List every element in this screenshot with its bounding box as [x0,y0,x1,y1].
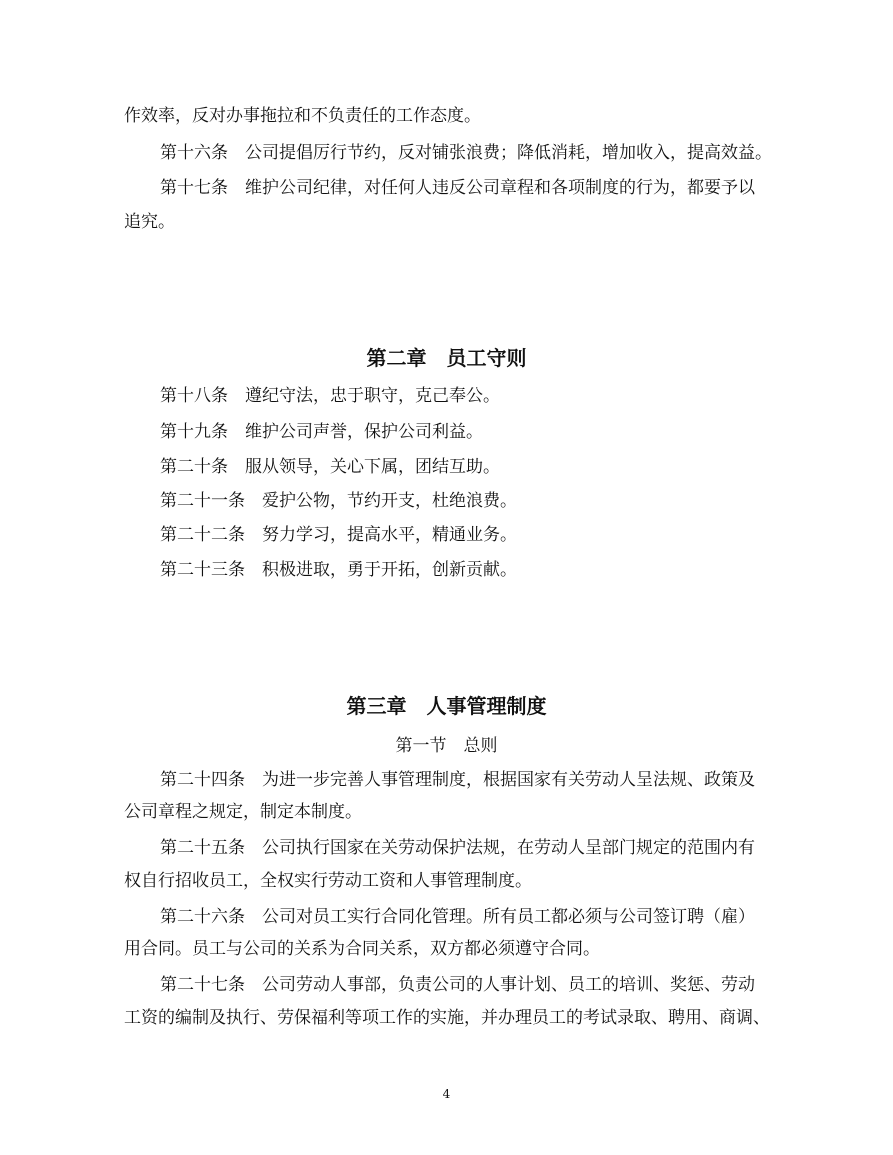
article-text-continuation: 追究。 [124,212,175,232]
article-16 [160,141,772,165]
article-number: 第二十五条 [160,838,245,858]
article-19 [160,420,483,444]
article-number: 第二十四条 [160,770,245,790]
chapter-2-title: 第二章 员工守则 [366,346,527,370]
article-text-continuation: 权自行招收员工，全权实行劳动工资和人事管理制度。 [124,871,532,891]
paragraph-continuation [124,104,481,128]
article-text-continuation: 工资的编制及执行、劳保福利等项工作的实施，并办理员工的考试录取、聘用、商调、 [124,1008,770,1028]
article-18 [160,384,500,408]
article-number: 第十六条 [160,143,228,163]
article-number: 第二十六条 [160,907,245,927]
article-number: 第十九条 [160,422,228,442]
article-text: 为进一步完善人事管理制度，根据国家有关劳动人呈法规、政策及 [262,770,755,790]
page-number: 4 [442,1087,451,1101]
article-25-continuation [124,869,532,893]
article-17-continuation [124,210,175,234]
article-text: 公司执行国家在关劳动保护法规，在劳动人呈部门规定的范围内有 [262,838,755,858]
article-number: 第二十二条 [160,525,245,545]
article-27 [160,973,755,997]
chapter-3-title: 第三章 人事管理制度 [346,694,547,718]
article-text: 努力学习，提高水平，精通业务。 [262,525,517,545]
article-17 [160,176,755,200]
article-number: 第二十条 [160,457,228,477]
article-text: 公司提倡厉行节约，反对铺张浪费；降低消耗，增加收入，提高效益。 [245,143,772,163]
article-22 [160,523,517,547]
article-24-continuation [124,800,362,824]
article-text: 服从领导，关心下属，团结互助。 [245,457,500,477]
article-text: 遵纪守法，忠于职守，克己奉公。 [245,386,500,406]
article-number: 第二十七条 [160,975,245,995]
article-text: 积极进取，勇于开拓，创新贡献。 [262,560,517,580]
article-text: 爱护公物，节约开支，杜绝浪费。 [262,491,517,511]
article-number: 第十七条 [160,178,228,198]
article-21 [160,489,517,513]
article-25 [160,836,755,860]
article-text: 公司劳动人事部，负责公司的人事计划、员工的培训、奖惩、劳动 [262,975,755,995]
article-24 [160,768,755,792]
text-line: 作效率，反对办事拖拉和不负责任的工作态度。 [124,106,481,126]
article-text: 维护公司纪律，对任何人违反公司章程和各项制度的行为，都要予以 [245,178,755,198]
article-26 [160,905,755,929]
article-text: 公司对员工实行合同化管理。所有员工都必须与公司签订聘（雇） [262,907,755,927]
article-23 [160,558,517,582]
article-27-continuation [124,1006,770,1030]
article-text: 维护公司声誉，保护公司利益。 [245,422,483,442]
article-number: 第二十三条 [160,560,245,580]
article-text-continuation: 公司章程之规定，制定本制度。 [124,802,362,822]
article-number: 第二十一条 [160,491,245,511]
article-number: 第十八条 [160,386,228,406]
article-26-continuation [124,937,600,961]
article-text-continuation: 用合同。员工与公司的关系为合同关系，双方都必须遵守合同。 [124,939,600,959]
article-20 [160,455,500,479]
section-1-title: 第一节 总则 [395,736,498,756]
